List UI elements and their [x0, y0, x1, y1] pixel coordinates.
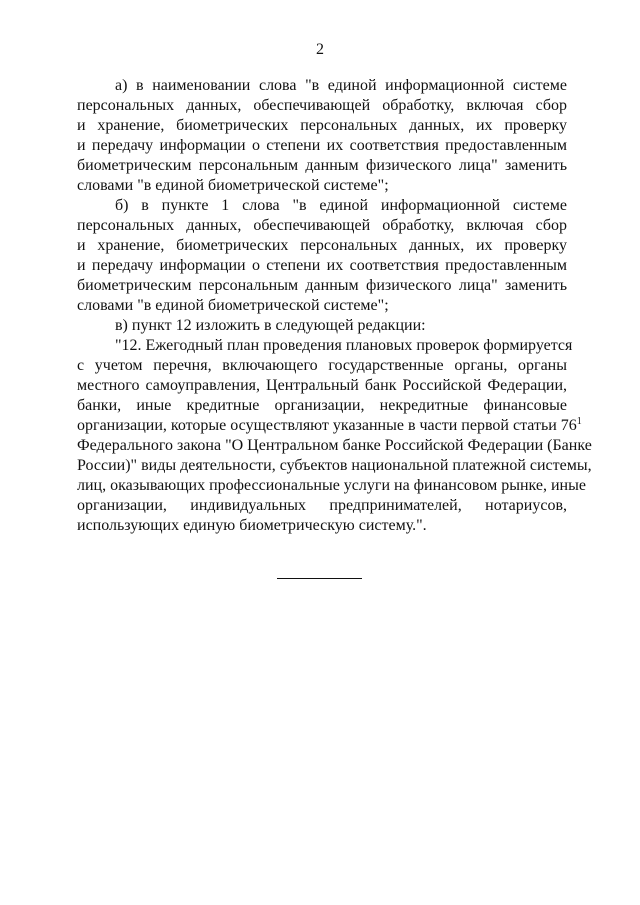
text-line: использующих единую биометрическую систему.".	[77, 517, 427, 534]
text-line: словами "в единой биометрической системе";	[77, 177, 389, 194]
text-line: и хранение, биометрических персональных данных, их проверку	[77, 237, 567, 254]
text-line: в) пункт 12 изложить в следующей редакции:	[115, 317, 426, 334]
document-body	[77, 76, 592, 536]
text-line: банки, иные кредитные организации, некредитные финансовые	[77, 397, 567, 414]
text-line: б) в пункте 1 слова "в единой информационной системе	[115, 197, 567, 214]
text-line: местного самоуправления, Центральный банк Российской Федерации,	[77, 377, 567, 394]
text-line-content: организации, которые осуществляют указанные в части первой статьи 76	[77, 417, 577, 434]
paragraph-b	[77, 196, 567, 316]
paragraph-12	[77, 336, 592, 536]
text-line: словами "в единой биометрической системе";	[77, 297, 389, 314]
text-line: персональных данных, обеспечивающей обработку, включая сбор	[77, 217, 567, 234]
text-line: персональных данных, обеспечивающей обработку, включая сбор	[77, 97, 567, 114]
text-line: и передачу информации о степени их соответствия предоставленным	[77, 137, 567, 154]
text-line: и хранение, биометрических персональных данных, их проверку	[77, 117, 567, 134]
paragraph-a	[77, 76, 567, 196]
text-line: Федерального закона "О Центральном банке Российской Федерации (Банке	[77, 437, 592, 454]
page-number: 2	[316, 41, 324, 58]
text-line: организации, индивидуальных предпринимателей, нотариусов,	[77, 497, 567, 514]
text-line: а) в наименовании слова "в единой информационной системе	[115, 77, 567, 94]
text-line: "12. Ежегодный план проведения плановых проверок формируется	[115, 337, 573, 354]
footnote-superscript: 1	[576, 416, 582, 427]
text-line: и передачу информации о степени их соответствия предоставленным	[77, 257, 567, 274]
end-separator-line	[277, 578, 362, 579]
text-line: с учетом перечня, включающего государственные органы, органы	[77, 357, 567, 374]
paragraph-v	[77, 316, 567, 336]
text-line: России)" виды деятельности, субъектов национальной платежной системы,	[77, 457, 592, 474]
text-line: биометрическим персональным данным физического лица" заменить	[77, 277, 567, 294]
text-line-with-footnote	[77, 416, 582, 436]
text-line: лиц, оказывающих профессиональные услуги на финансовом рынке, иные	[77, 477, 586, 494]
text-line: биометрическим персональным данным физического лица" заменить	[77, 157, 567, 174]
